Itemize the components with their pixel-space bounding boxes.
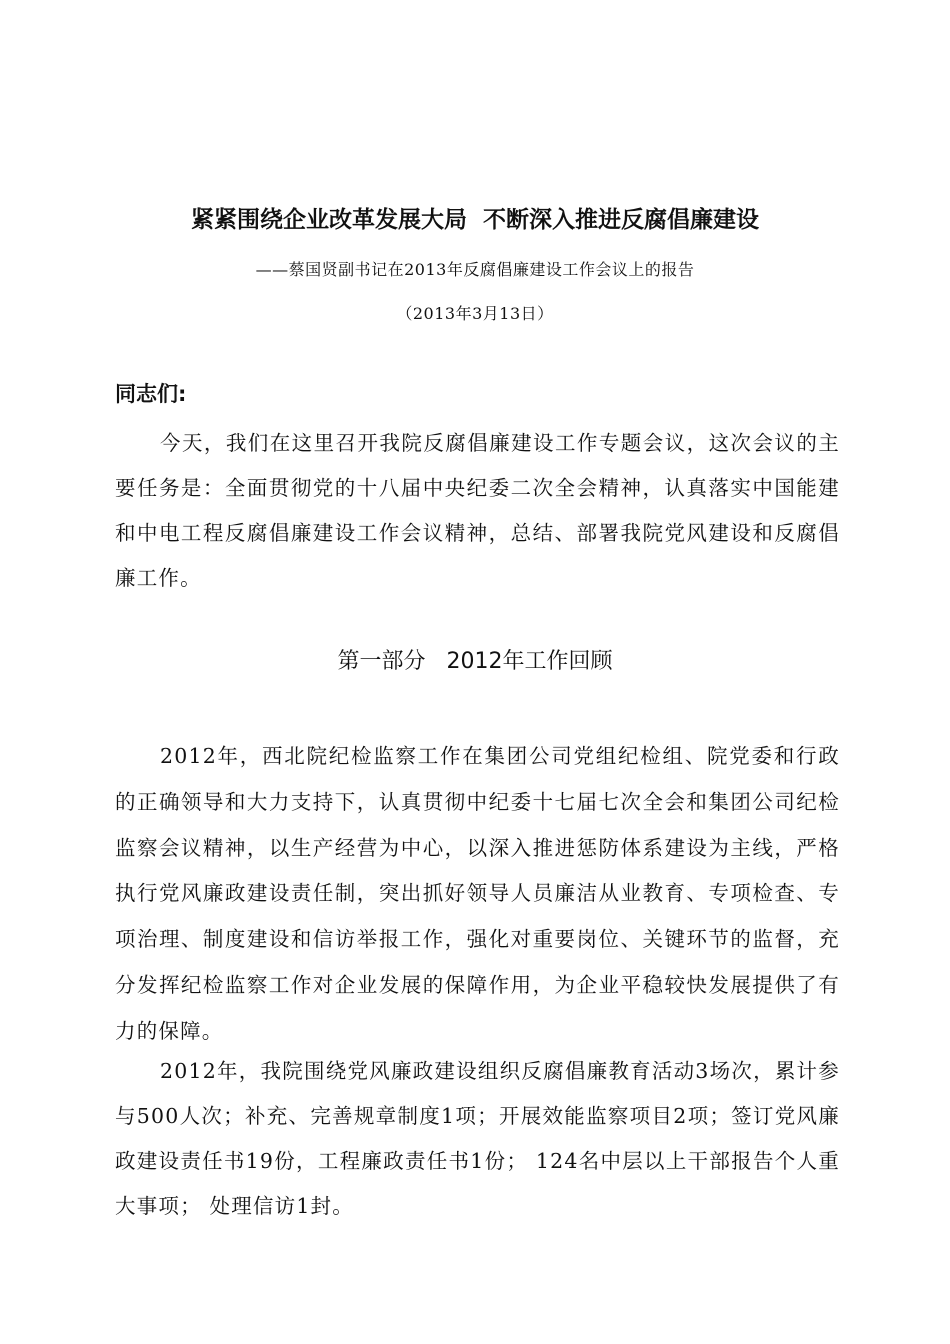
document-title: 紧紧围绕企业改革发展大局 不断深入推进反腐倡廉建设 <box>190 207 759 233</box>
body-paragraph: 2012年，西北院纪检监察工作在集团公司党组纪检组、院党委和行政的正确领导和大力支持下，认真贯彻中纪委十七届七次全会和集团公司纪检监察会议精神，以生产经营为中心，以深入推进惩防体系建设为主线，严格执行党风廉政建设责任制，突出抓好领导人员廉洁从业教育、专项检查、专项治理、制度建设和信访举报工作，强化对重要岗位、关键环节的监督，充分发挥纪检监察工作对企业发展的保障作用，为企业平稳较快发展提供了有力的保障。 <box>115 744 840 1043</box>
document-date: （2013年3月13日） <box>396 304 554 323</box>
salutation: 同志们: <box>115 382 187 406</box>
section-heading: 第一部分 2012年工作回顾 <box>337 649 613 674</box>
body-paragraph: 2012年，我院围绕党风廉政建设组织反腐倡廉教育活动3场次，累计参与500人次；补充、完善规章制度1项；开展效能监察项目2项；签订党风廉政建设责任书19份，工程廉政责任书1份； 124名中层以上干部报告个人重大事项； 处理信访1封。 <box>115 1059 840 1218</box>
document-subtitle: ——蔡国贤副书记在2013年反腐倡廉建设工作会议上的报告 <box>255 260 695 279</box>
intro-paragraph: 今天，我们在这里召开我院反腐倡廉建设工作专题会议，这次会议的主要任务是：全面贯彻党的十八届中央纪委二次全会精神，认真落实中国能建和中电工程反腐倡廉建设工作会议精神，总结、部署我院党风建设和反腐倡廉工作。 <box>115 431 840 590</box>
